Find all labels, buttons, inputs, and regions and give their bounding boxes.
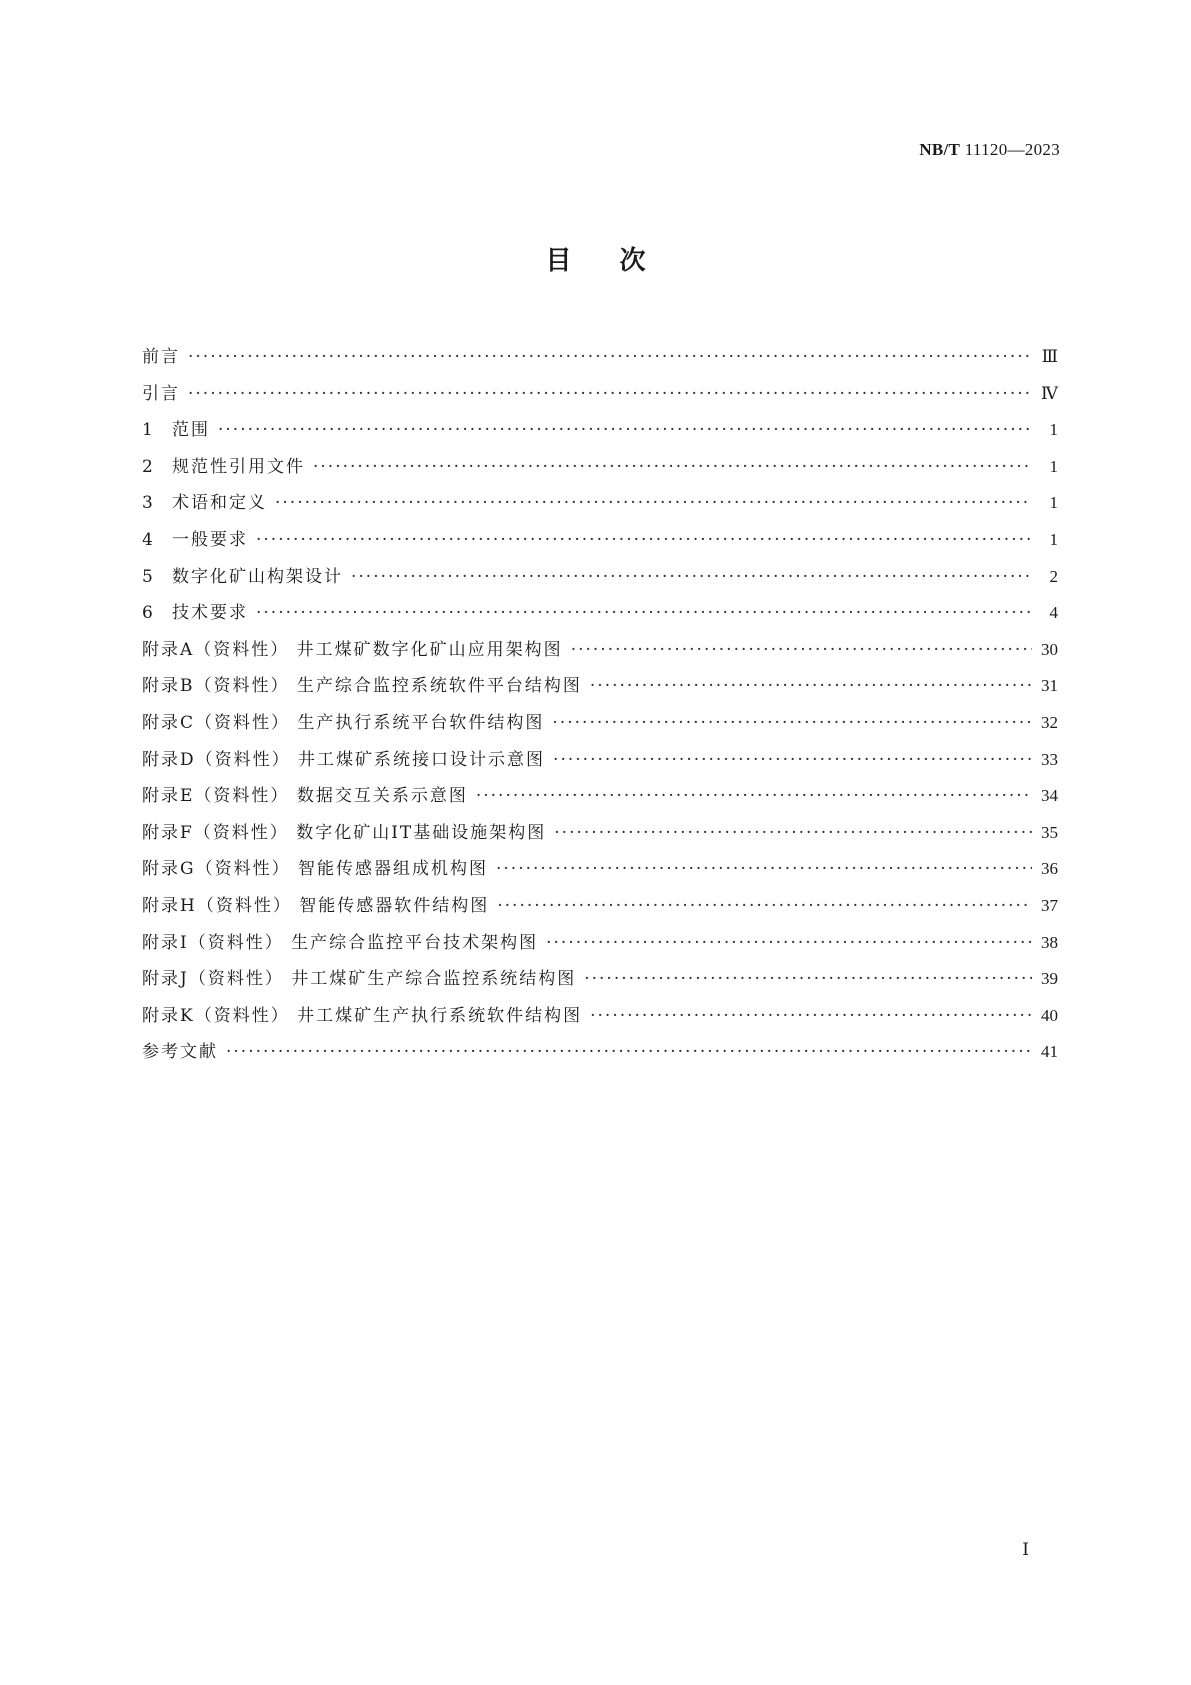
toc-entry-page: 30 xyxy=(1041,639,1058,659)
toc-entry-page: 39 xyxy=(1041,969,1058,989)
toc-entry[interactable] xyxy=(142,961,1058,998)
toc-entry-number: 3 xyxy=(142,493,153,514)
toc-entry-page: 1 xyxy=(1049,493,1058,513)
toc-entry-label: 附录D（资料性） 井工煤矿系统接口设计示意图 xyxy=(142,749,546,770)
toc-entry-title xyxy=(142,412,210,449)
toc-entry-page: 38 xyxy=(1041,932,1058,952)
toc-entry-label: 附录F（资料性） 数字化矿山IT基础设施架构图 xyxy=(142,822,547,843)
toc-dot-leader xyxy=(590,998,1032,1035)
toc-dot-leader xyxy=(552,705,1032,742)
toc-entry-title xyxy=(142,559,343,596)
toc-entry[interactable] xyxy=(142,888,1058,925)
document-code-number: 11120—2023 xyxy=(960,140,1060,159)
document-code xyxy=(919,140,1060,160)
toc-entry-title xyxy=(142,925,538,962)
toc-entry-label: 规范性引用文件 xyxy=(172,456,305,477)
toc-entry-page: 36 xyxy=(1041,859,1058,879)
toc-entry-label: 一般要求 xyxy=(172,529,248,550)
toc-entry-title xyxy=(142,742,545,779)
toc-entry-label: 术语和定义 xyxy=(172,493,267,514)
toc-entry-label: 参考文献 xyxy=(142,1042,218,1063)
toc-entry-title xyxy=(142,1034,218,1071)
toc-entry-page: 35 xyxy=(1041,822,1058,842)
toc-entry-title xyxy=(142,339,180,376)
toc-entry-number: 6 xyxy=(142,603,153,624)
toc-entry[interactable] xyxy=(142,778,1058,815)
toc-entry-number: 2 xyxy=(142,456,153,477)
toc-dot-leader xyxy=(590,668,1032,705)
toc-entry-title xyxy=(142,595,248,632)
toc-entry-label: 附录E（资料性） 数据交互关系示意图 xyxy=(142,786,468,807)
toc-entry[interactable] xyxy=(142,668,1058,705)
toc-entry-title xyxy=(142,815,546,852)
toc-entry-label: 引言 xyxy=(142,383,180,404)
toc-entry-title xyxy=(142,376,180,413)
toc-dot-leader xyxy=(218,412,1032,449)
toc-entry-page: 1 xyxy=(1049,456,1058,476)
toc-dot-leader xyxy=(188,339,1032,376)
toc-entry-label: 附录A（资料性） 井工煤矿数字化矿山应用架构图 xyxy=(142,639,563,660)
toc-dot-leader xyxy=(497,888,1032,925)
toc-entry-title xyxy=(142,998,582,1035)
toc-dot-leader xyxy=(553,742,1032,779)
toc-entry-label: 附录G（资料性） 智能传感器组成机构图 xyxy=(142,859,488,880)
toc-entry-page: 41 xyxy=(1041,1042,1058,1062)
toc-entry-page: 1 xyxy=(1049,420,1058,440)
toc-entry-page: 1 xyxy=(1049,529,1058,549)
toc-entry-title xyxy=(142,705,544,742)
toc-entry[interactable] xyxy=(142,559,1058,596)
toc-entry-label: 附录B（资料性） 生产综合监控系统软件平台结构图 xyxy=(142,676,582,697)
toc-entry[interactable] xyxy=(142,815,1058,852)
toc-dot-leader xyxy=(351,559,1032,596)
toc-entry-page: Ⅳ xyxy=(1041,383,1058,403)
toc-dot-leader xyxy=(584,961,1032,998)
toc-entry-label: 附录I（资料性） 生产综合监控平台技术架构图 xyxy=(142,932,539,953)
toc-entry[interactable] xyxy=(142,449,1058,486)
toc-entry-page: 31 xyxy=(1041,676,1058,696)
toc-entry-title xyxy=(142,449,305,486)
table-of-contents xyxy=(142,339,1058,1071)
toc-entry-label: 技术要求 xyxy=(172,603,248,624)
toc-entry-title xyxy=(142,522,248,559)
toc-entry-number: 4 xyxy=(142,529,153,550)
toc-entry[interactable] xyxy=(142,632,1058,669)
toc-dot-leader xyxy=(313,449,1032,486)
toc-entry[interactable] xyxy=(142,1034,1058,1071)
toc-dot-leader xyxy=(256,522,1032,559)
toc-dot-leader xyxy=(188,376,1032,413)
toc-entry-page: 34 xyxy=(1041,786,1058,806)
toc-dot-leader xyxy=(496,851,1032,888)
toc-entry-number: 1 xyxy=(142,420,153,441)
toc-dot-leader xyxy=(275,485,1032,522)
toc-entry-title xyxy=(142,668,582,705)
document-code-prefix: NB/T xyxy=(919,140,961,159)
toc-entry-title xyxy=(142,851,488,888)
toc-entry[interactable] xyxy=(142,742,1058,779)
toc-entry-title xyxy=(142,485,267,522)
page-title: 目次 xyxy=(545,246,694,276)
toc-dot-leader xyxy=(226,1034,1032,1071)
toc-entry-number: 5 xyxy=(142,566,153,587)
toc-entry-page: 40 xyxy=(1041,1005,1058,1025)
toc-entry-page: Ⅲ xyxy=(1041,347,1058,366)
toc-entry-title xyxy=(142,888,489,925)
toc-entry-label: 附录H（资料性） 智能传感器软件结构图 xyxy=(142,895,490,916)
toc-entry-label: 附录J（资料性） 井工煤矿生产综合监控系统结构图 xyxy=(142,969,577,990)
toc-entry-title xyxy=(142,632,563,669)
toc-entry-page: 4 xyxy=(1049,603,1058,623)
toc-entry-label: 附录C（资料性） 生产执行系统平台软件结构图 xyxy=(142,712,545,733)
toc-entry[interactable] xyxy=(142,522,1058,559)
toc-entry[interactable] xyxy=(142,595,1058,632)
toc-entry-page: 37 xyxy=(1041,895,1058,915)
toc-entry-page: 32 xyxy=(1041,712,1058,732)
toc-entry[interactable] xyxy=(142,485,1058,522)
footer-page-number: Ⅰ xyxy=(1022,1540,1029,1559)
toc-entry[interactable] xyxy=(142,339,1058,376)
toc-entry[interactable] xyxy=(142,412,1058,449)
toc-entry-title xyxy=(142,778,468,815)
toc-entry[interactable] xyxy=(142,705,1058,742)
toc-entry-title xyxy=(142,961,576,998)
toc-dot-leader xyxy=(571,632,1032,669)
toc-entry-label: 数字化矿山构架设计 xyxy=(172,566,343,587)
toc-entry[interactable] xyxy=(142,998,1058,1035)
toc-entry-label: 范围 xyxy=(172,420,210,441)
toc-dot-leader xyxy=(546,925,1032,962)
toc-dot-leader xyxy=(554,815,1032,852)
toc-entry-label: 前言 xyxy=(142,347,180,367)
toc-entry-label: 附录K（资料性） 井工煤矿生产执行系统软件结构图 xyxy=(142,1005,583,1026)
toc-entry[interactable] xyxy=(142,925,1058,962)
toc-entry[interactable] xyxy=(142,851,1058,888)
toc-entry-page: 33 xyxy=(1041,749,1058,769)
toc-dot-leader xyxy=(476,778,1032,815)
toc-dot-leader xyxy=(256,595,1032,632)
toc-entry[interactable] xyxy=(142,376,1058,413)
toc-entry-page: 2 xyxy=(1049,566,1058,586)
